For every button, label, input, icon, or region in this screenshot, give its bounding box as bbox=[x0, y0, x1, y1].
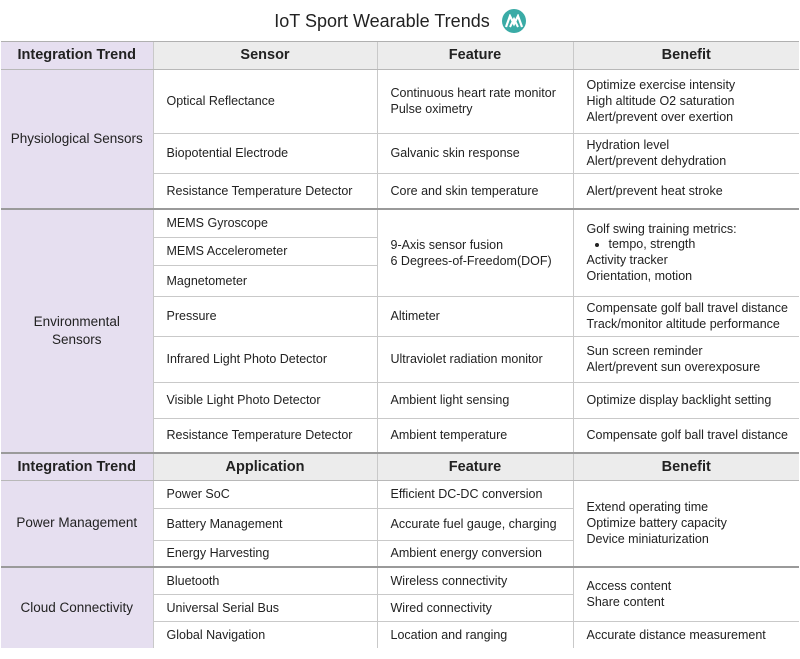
benefit-cell: Accurate distance measurement bbox=[573, 621, 799, 648]
benefit-cell: Alert/prevent heat stroke bbox=[573, 173, 799, 209]
feature-cell: Wired connectivity bbox=[377, 594, 573, 621]
feature-cell: Altimeter bbox=[377, 296, 573, 336]
feature-cell: Ambient temperature bbox=[377, 418, 573, 453]
bullet-item: • tempo, strength bbox=[609, 237, 790, 252]
trend-power: Power Management bbox=[1, 480, 153, 567]
sensor-cell: Pressure bbox=[153, 296, 377, 336]
sensor-cell: Resistance Temperature Detector bbox=[153, 173, 377, 209]
sensor-cell: MEMS Accelerometer bbox=[153, 237, 377, 265]
feature-cell: 9-Axis sensor fusion 6 Degrees-of-Freedom(DOF) bbox=[377, 209, 573, 296]
table-row bbox=[1, 480, 799, 508]
benefit-cell: Optimize display backlight setting bbox=[573, 382, 799, 418]
page-title: IoT Sport Wearable Trends bbox=[274, 10, 490, 31]
benefit-cell: Optimize exercise intensity High altitude O2 saturation Alert/prevent over exertion bbox=[573, 69, 799, 133]
sensor-cell: Optical Reflectance bbox=[153, 69, 377, 133]
application-cell: Bluetooth bbox=[153, 567, 377, 594]
application-cell: Energy Harvesting bbox=[153, 540, 377, 567]
benefit-cell: Compensate golf ball travel distance Track/monitor altitude performance bbox=[573, 296, 799, 336]
sensor-cell: Magnetometer bbox=[153, 265, 377, 296]
application-cell: Power SoC bbox=[153, 480, 377, 508]
application-cell: Battery Management bbox=[153, 508, 377, 540]
col-header-trend: Integration Trend bbox=[1, 453, 153, 480]
feature-cell: Location and ranging bbox=[377, 621, 573, 648]
sensor-cell: Resistance Temperature Detector bbox=[153, 418, 377, 453]
benefit-cell: Sun screen reminder Alert/prevent sun overexposure bbox=[573, 336, 799, 382]
header-row bbox=[1, 453, 799, 480]
sensor-cell: Biopotential Electrode bbox=[153, 133, 377, 173]
sensor-cell: MEMS Gyroscope bbox=[153, 209, 377, 237]
benefit-cell: Extend operating time Optimize battery capacity Device miniaturization bbox=[573, 480, 799, 567]
trends-sheet bbox=[1, 1, 799, 657]
col-header-trend: Integration Trend bbox=[1, 42, 153, 69]
feature-cell: Ultraviolet radiation monitor bbox=[377, 336, 573, 382]
col-header-sensor: Sensor bbox=[153, 42, 377, 69]
feature-cell: Efficient DC-DC conversion bbox=[377, 480, 573, 508]
feature-cell: Core and skin temperature bbox=[377, 173, 573, 209]
col-header-feature: Feature bbox=[377, 42, 573, 69]
sensor-cell: Infrared Light Photo Detector bbox=[153, 336, 377, 382]
table-row bbox=[1, 567, 799, 594]
feature-cell: Ambient energy conversion bbox=[377, 540, 573, 567]
header-row bbox=[1, 42, 799, 69]
title-bar bbox=[1, 1, 799, 42]
application-cell: Global Navigation bbox=[153, 621, 377, 648]
benefit-cell: Access content Share content bbox=[573, 567, 799, 621]
col-header-feature: Feature bbox=[377, 453, 573, 480]
trend-physiological: Physiological Sensors bbox=[1, 69, 153, 209]
col-header-benefit: Benefit bbox=[573, 42, 799, 69]
trends-table bbox=[1, 42, 799, 648]
col-header-application: Application bbox=[153, 453, 377, 480]
table-row bbox=[1, 209, 799, 237]
trend-environmental: Environmental Sensors bbox=[1, 209, 153, 453]
application-cell: Universal Serial Bus bbox=[153, 594, 377, 621]
table-row bbox=[1, 69, 799, 133]
feature-cell: Accurate fuel gauge, charging bbox=[377, 508, 573, 540]
benefit-cell: Golf swing training metrics: • tempo, strength Activity tracker Orientation, motion bbox=[573, 209, 799, 296]
benefit-cell: Compensate golf ball travel distance bbox=[573, 418, 799, 453]
feature-cell: Galvanic skin response bbox=[377, 133, 573, 173]
col-header-benefit: Benefit bbox=[573, 453, 799, 480]
feature-cell: Wireless connectivity bbox=[377, 567, 573, 594]
sensor-cell: Visible Light Photo Detector bbox=[153, 382, 377, 418]
maxim-logo-icon bbox=[502, 9, 526, 33]
trend-cloud: Cloud Connectivity bbox=[1, 567, 153, 648]
feature-cell: Ambient light sensing bbox=[377, 382, 573, 418]
feature-cell: Continuous heart rate monitor Pulse oximetry bbox=[377, 69, 573, 133]
benefit-cell: Hydration level Alert/prevent dehydration bbox=[573, 133, 799, 173]
